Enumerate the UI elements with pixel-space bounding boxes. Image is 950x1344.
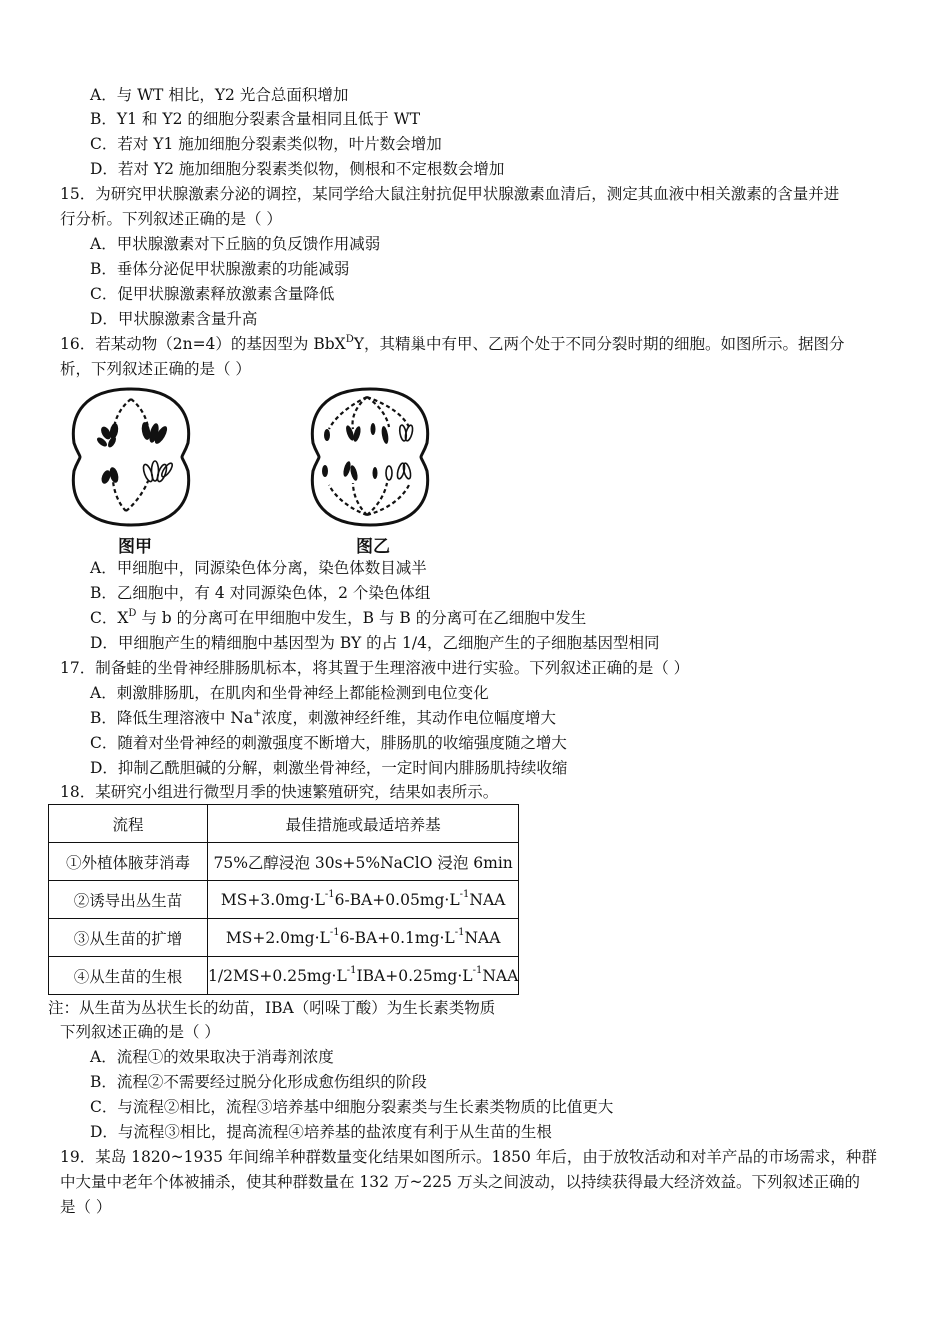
q18-option-b: B．流程②不需要经过脱分化形成愈伤组织的阶段 xyxy=(90,1073,427,1091)
figure-a-label: 图甲 xyxy=(118,537,152,557)
table-cell-medium: 75%乙醇浸泡 30s+5%NaClO 浸泡 6min xyxy=(208,843,519,881)
q19-stem-line1: 19．某岛 1820~1935 年间绵羊种群数量变化结果如图所示。1850 年后，由于放牧活动和对羊产品的市场需求，种群 xyxy=(60,1148,877,1166)
q17-option-a: A．刺激腓肠肌，在肌肉和坐骨神经上都能检测到电位变化 xyxy=(90,684,489,702)
q19-stem-line2: 中大量中老年个体被捕杀，使其种群数量在 132 万~225 万头之间波动，以持续获得最大经济效益。下列叙述正确的 xyxy=(60,1173,860,1191)
q16-option-c: C．$X^D$ 与 b 的分离可在甲细胞中发生，B 与 B 的分离可在乙细胞中发生 xyxy=(90,607,587,627)
table-cell-medium: $1/2MS+0.25mg\cdot L^{-1}IBA+0.25mg\cdot L^{-1}NAA$ xyxy=(208,957,519,995)
table-header-cell: 流程 xyxy=(49,805,208,843)
q15-option-c: C．促甲状腺激素释放激素含量降低 xyxy=(90,285,335,303)
q16-option-b: B．乙细胞中，有 4 对同源染色体，2 个染色体组 xyxy=(90,584,431,602)
table-row xyxy=(49,919,519,957)
table-row xyxy=(49,843,519,881)
q16-stem-line2: 析，下列叙述正确的是（ ） xyxy=(60,360,251,378)
table-header-cell: 最佳措施或最适培养基 xyxy=(208,805,519,843)
q18-table-note: 注：从生苗为丛状生长的幼苗，IBA（吲哚丁酸）为生长素类物质 xyxy=(48,999,496,1017)
q18-option-c: C．与流程②相比，流程③培养基中细胞分裂素类与生长素类物质的比值更大 xyxy=(90,1098,614,1116)
q14-option-b: B．Y1 和 Y2 的细胞分裂素含量相同且低于 WT xyxy=(90,110,421,128)
table-row xyxy=(49,881,519,919)
q18-option-a: A．流程①的效果取决于消毒剂浓度 xyxy=(90,1048,334,1066)
q18-prompt: 下列叙述正确的是（ ） xyxy=(60,1023,220,1041)
q15-option-d: D．甲状腺激素含量升高 xyxy=(90,310,258,328)
table-cell-step: ②诱导出丛生苗 xyxy=(49,881,208,919)
figure-b-label: 图乙 xyxy=(356,537,390,557)
table-cell-medium: $MS+2.0mg\cdot L^{-1}6-BA+0.1mg\cdot L^{-1}NAA$ xyxy=(208,919,519,957)
q15-option-a: A．甲状腺激素对下丘脑的负反馈作用减弱 xyxy=(90,235,381,253)
q14-option-a: A．与 WT 相比，Y2 光合总面积增加 xyxy=(90,86,349,104)
q17-option-b: B．降低生理溶液中 Na+浓度，刺激神经纤维，其动作电位幅度增大 xyxy=(90,707,557,727)
table-cell-step: ④从生苗的生根 xyxy=(49,957,208,995)
q17-stem: 17．制备蛙的坐骨神经腓肠肌标本，将其置于生理溶液中进行实验。下列叙述正确的是（ ） xyxy=(60,659,690,677)
q16-option-a: A．甲细胞中，同源染色体分离，染色体数目减半 xyxy=(90,559,427,577)
q14-option-d: D．若对 Y2 施加细胞分裂素类似物，侧根和不定根数会增加 xyxy=(90,160,505,178)
q17-option-d: D．抑制乙酰胆碱的分解，刺激坐骨神经，一定时间内腓肠肌持续收缩 xyxy=(90,759,568,777)
q16-stem-line1: 16．若某动物（2n=4）的基因型为 BbX$^D$Y，其精巢中有甲、乙两个处于不同分裂时期的细胞。如图所示。据图分 xyxy=(60,333,845,353)
q15-stem-line1: 15．为研究甲状腺激素分泌的调控，某同学给大鼠注射抗促甲状腺激素血清后，测定其血液中相关激素的含量并进 xyxy=(60,185,840,203)
table-cell-step: ①外植体腋芽消毒 xyxy=(49,843,208,881)
table-row xyxy=(49,957,519,995)
table-cell-medium: $MS+3.0mg\cdot L^{-1}6-BA+0.05mg\cdot L^{-1}NAA$ xyxy=(208,881,519,919)
table-header-row xyxy=(49,805,519,843)
q14-option-c: C．若对 Y1 施加细胞分裂素类似物，叶片数会增加 xyxy=(90,135,442,153)
q15-option-b: B．垂体分泌促甲状腺激素的功能减弱 xyxy=(90,260,350,278)
q18-option-d: D．与流程③相比，提高流程④培养基的盐浓度有利于从生苗的生根 xyxy=(90,1123,552,1141)
q19-stem-line3: 是（ ） xyxy=(60,1198,112,1216)
cell-figure-b xyxy=(305,385,435,530)
table-cell-step: ③从生苗的扩增 xyxy=(49,919,208,957)
q15-stem-line2: 行分析。下列叙述正确的是（ ） xyxy=(60,210,282,228)
q18-stem: 18．某研究小组进行微型月季的快速繁殖研究，结果如表所示。 xyxy=(60,783,499,801)
q16-option-d: D．甲细胞产生的精细胞中基因型为 BY 的占 1/4，乙细胞产生的子细胞基因型相同 xyxy=(90,634,660,652)
cell-figure-a xyxy=(66,385,196,530)
culture-table xyxy=(48,804,519,995)
q17-option-c: C．随着对坐骨神经的刺激强度不断增大，腓肠肌的收缩强度随之增大 xyxy=(90,734,567,752)
